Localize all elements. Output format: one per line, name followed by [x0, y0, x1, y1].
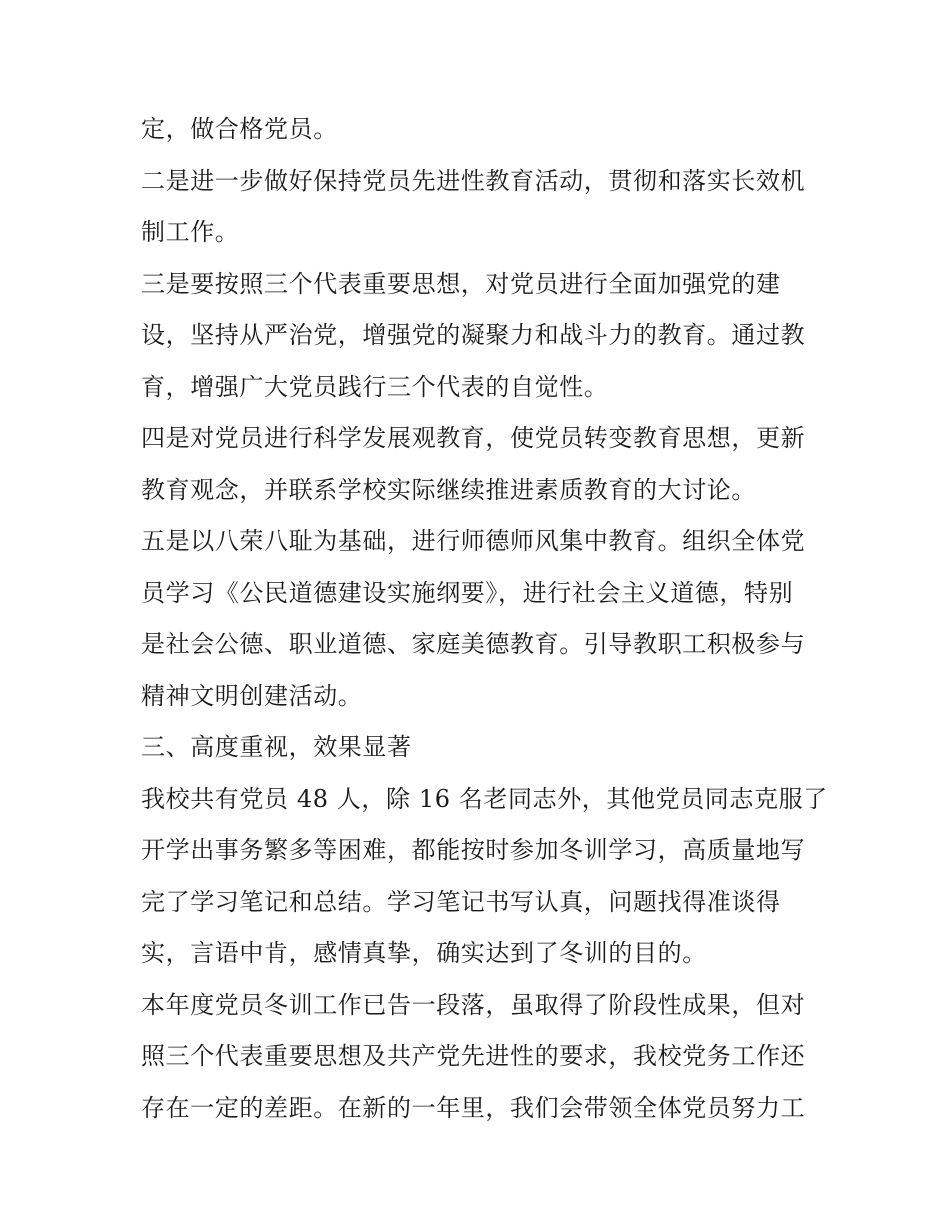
text-line: 我校共有党员 48 人，除 16 名老同志外，其他党员同志克服了 — [141, 784, 828, 813]
text-line: 员学习《公民道德建设实施纲要》，进行社会主义道德，特别 — [141, 578, 794, 607]
text-line: 四是对党员进行科学发展观教育，使党员转变教育思想，更新 — [141, 424, 806, 452]
text-line: 设，坚持从严治党，增强党的凝聚力和战斗力的教育。通过教 — [141, 321, 806, 349]
text-line: 制工作。 — [141, 218, 240, 246]
text-line: 教育观念，并联系学校实际继续推进素质教育的大讨论。 — [141, 475, 756, 504]
text-line: 二是进一步做好保持党员先进性教育活动，贯彻和落实长效机 — [141, 166, 806, 195]
text-line: 育，增强广大党员践行三个代表的自觉性。 — [141, 372, 609, 401]
text-line: 定，做合格党员。 — [141, 115, 338, 143]
text-line: 精神文明创建活动。 — [141, 681, 363, 710]
section-heading: 三、高度重视，效果显著 — [141, 733, 412, 761]
text-line: 开学出事务繁多等困难，都能按时参加冬训学习，高质量地写 — [141, 836, 806, 864]
text-line: 本年度党员冬训工作已告一段落，虽取得了阶段性成果，但对 — [141, 990, 806, 1019]
text-line: 三是要按照三个代表重要思想，对党员进行全面加强党的建 — [141, 269, 781, 298]
text-line: 是社会公德、职业道德、家庭美德教育。引导教职工积极参与 — [141, 630, 806, 658]
text-line: 完了学习笔记和总结。学习笔记书写认真，问题找得准谈得 — [141, 887, 781, 916]
text-line: 实，言语中肯，感情真挚，确实达到了冬训的目的。 — [141, 939, 707, 967]
text-line: 照三个代表重要思想及共产党先进性的要求，我校党务工作还 — [141, 1042, 806, 1070]
body-text — [141, 104, 828, 1134]
text-line: 五是以八荣八耻为基础，进行师德师风集中教育。组织全体党 — [141, 527, 806, 555]
text-line: 存在一定的差距。在新的一年里，我们会带领全体党员努力工 — [141, 1093, 806, 1122]
